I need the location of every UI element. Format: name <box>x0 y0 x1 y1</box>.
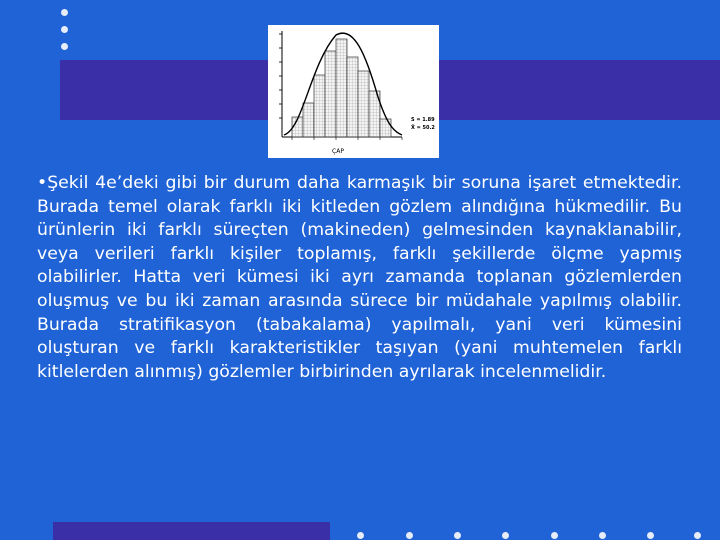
std-dev-label: S = 1.89 <box>411 117 435 123</box>
decorative-dot <box>357 532 364 539</box>
decorative-dot <box>406 532 413 539</box>
footer-band <box>53 522 330 540</box>
x-axis-label: ÇAP <box>332 148 344 155</box>
bottom-dot-row <box>357 532 720 540</box>
decorative-dot <box>61 26 68 33</box>
decorative-dot <box>61 9 68 16</box>
decorative-dot <box>551 532 558 539</box>
decorative-dot <box>454 532 461 539</box>
mean-label: X̄ = 50.2 <box>411 125 435 131</box>
decorative-dot <box>61 43 68 50</box>
decorative-dot <box>694 532 701 539</box>
decorative-dot <box>599 532 606 539</box>
decorative-dot <box>502 532 509 539</box>
histogram-image <box>268 25 439 158</box>
histogram-figure <box>268 25 439 158</box>
body-paragraph: •Şekil 4e’deki gibi bir durum daha karmaşık bir soruna işaret etmektedir. Burada temel olarak farklı iki kitleden gözlem alındığına hükmedilir. Bu ürünlerin iki farklı süreçten (makineden) gelmesinden kaynaklanabilir, veya verileri farklı kişiler toplamış, farklı şekillerde ölçme yapmış olabilirler. Hatta veri kümesi iki ayrı zamanda toplanan gözlemlerden oluşmuş ve bu iki zaman arasında sürece bir müdahale yapılmış olabilir. Burada stratifikasyon (tabakalama) yapılmalı, yani veri kümesini oluşturan ve farklı karakteristikler taşıyan (yani muhtemelen farklı kitlelerden alınmış) gözlemler birbirinden ayrılarak incelenmelidir. <box>37 173 682 382</box>
decorative-dot <box>647 532 654 539</box>
